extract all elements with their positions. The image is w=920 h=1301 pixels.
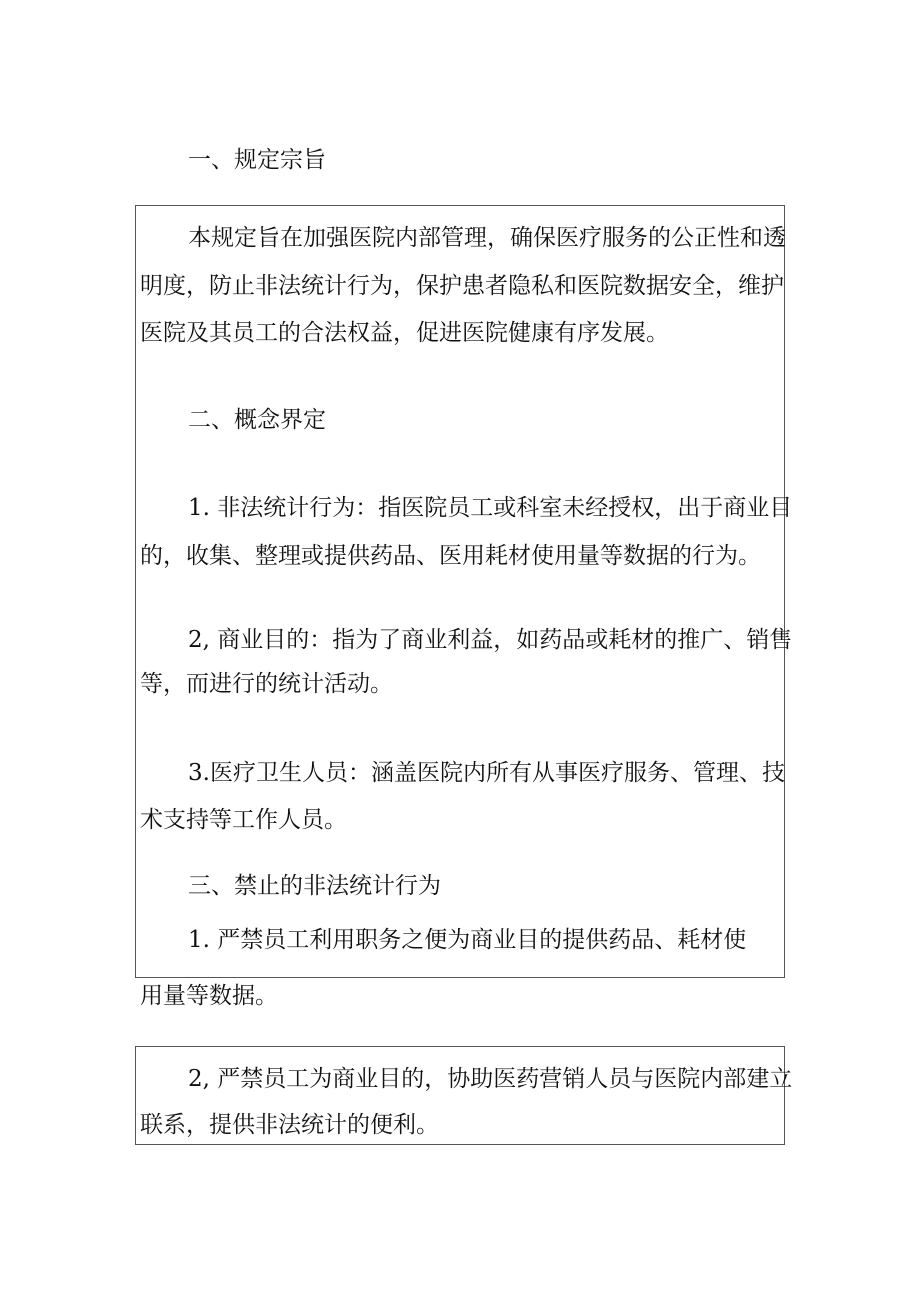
section2-item-2-line-1: 2, 商业目的：指为了商业利益，如药品或耗材的推广、销售	[188, 627, 793, 653]
section1-body-line-1: 本规定旨在加强医院内部管理，确保医疗服务的公正性和透	[188, 225, 786, 251]
section3-item-1-line-2: 用量等数据。	[140, 983, 278, 1009]
section1-body-line-3: 医院及其员工的合法权益，促进医院健康有序发展。	[140, 320, 669, 346]
section3-item-1-line-1: 1. 严禁员工利用职务之便为商业目的提供药品、耗材使	[188, 927, 747, 953]
section2-item-1-line-1: 1. 非法统计行为：指医院员工或科室未经授权，出于商业目	[188, 495, 793, 521]
section2-item-2-line-2: 等，而进行的统计活动。	[140, 671, 393, 697]
section1-heading: 一、规定宗旨	[188, 147, 326, 173]
section3-item-2-line-2: 联系，提供非法统计的便利。	[140, 1112, 439, 1138]
section3-item-2-line-1: 2, 严禁员工为商业目的，协助医药营销人员与医院内部建立	[188, 1066, 793, 1092]
section2-heading: 二、概念界定	[188, 407, 326, 433]
section2-item-3-line-2: 术支持等工作人员。	[140, 807, 347, 833]
section1-body-line-2: 明度，防止非法统计行为，保护患者隐私和医院数据安全，维护	[140, 273, 784, 299]
section3-heading: 三、禁止的非法统计行为	[188, 873, 441, 899]
section2-item-1-line-2: 的，收集、整理或提供药品、医用耗材使用量等数据的行为。	[140, 543, 761, 569]
section2-item-3-line-1: 3.医疗卫生人员：涵盖医院内所有从事医疗服务、管理、技	[188, 760, 785, 786]
